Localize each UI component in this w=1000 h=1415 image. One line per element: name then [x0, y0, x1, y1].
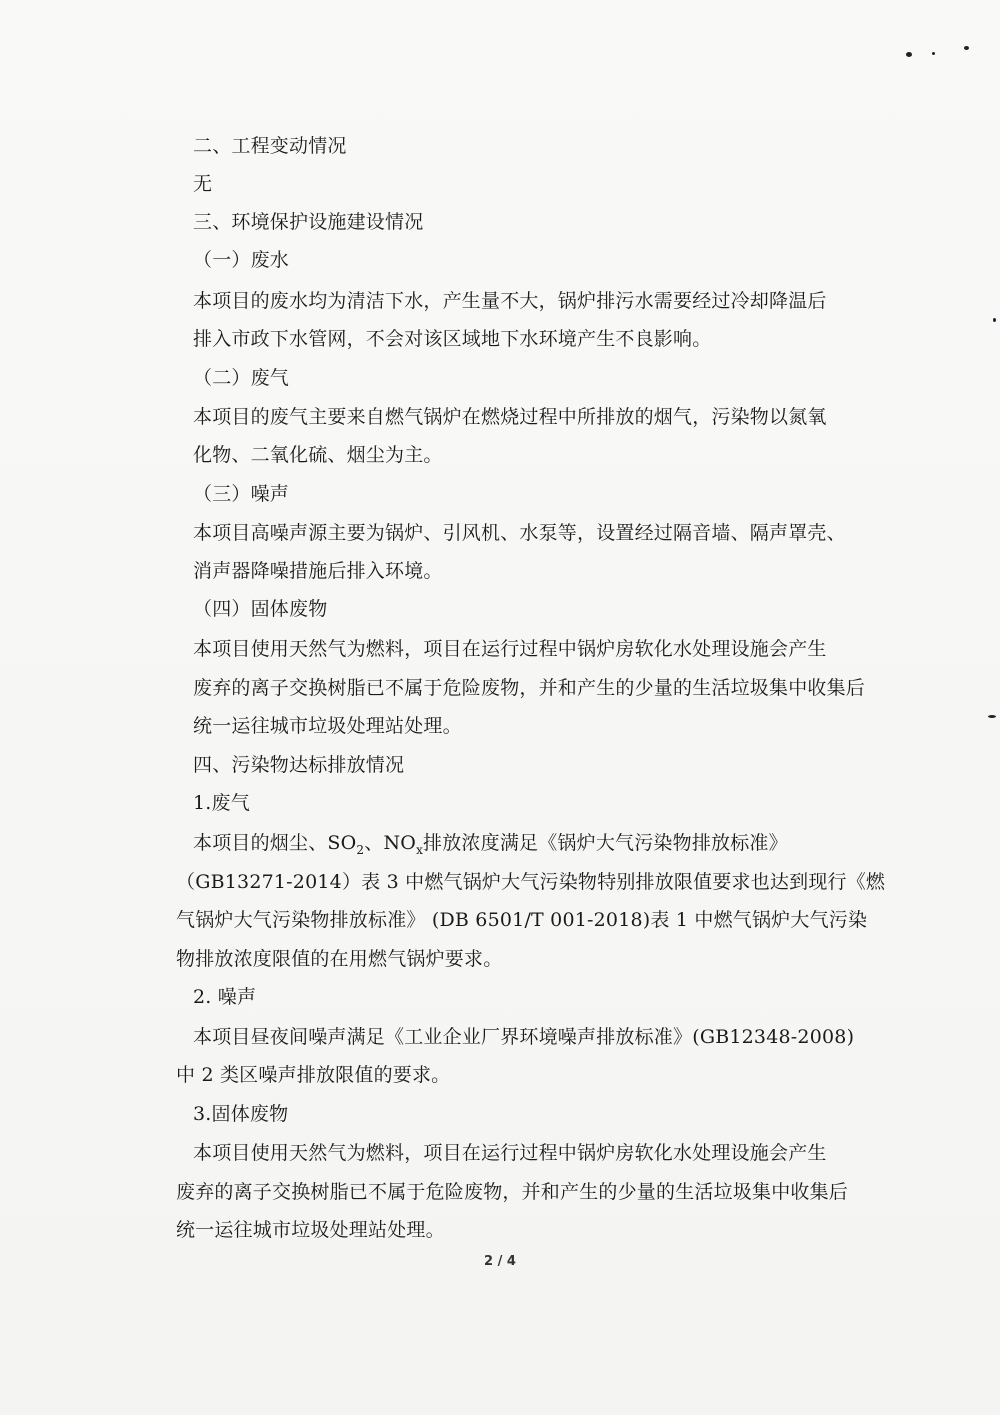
- heading-project-changes: 二、工程变动情况: [193, 135, 347, 157]
- paragraph-wastewater-line2: 排入市政下水管网，不会对该区域地下水环境产生不良影响。: [193, 328, 712, 350]
- subheading-solid-waste: （四）固体废物: [193, 598, 328, 620]
- subheading-1-exhaust: 1.废气: [193, 792, 250, 814]
- subheading-noise: （三）噪声: [193, 483, 290, 505]
- scan-speck: [964, 46, 969, 50]
- paragraph-solid-waste2-line3: 统一运往城市垃圾处理站处理。: [176, 1219, 445, 1241]
- scan-speck: [988, 715, 996, 718]
- heading-pollutant-compliance: 四、污染物达标排放情况: [193, 754, 405, 776]
- scan-speck: [906, 52, 912, 57]
- paragraph-noise-line2: 消声器降噪措施后排入环境。: [193, 560, 443, 582]
- paragraph-solid-waste-line3: 统一运往城市垃圾处理站处理。: [193, 715, 462, 737]
- paragraph-solid-waste-line1: 本项目使用天然气为燃料，项目在运行过程中锅炉房软化水处理设施会产生: [193, 638, 827, 660]
- scan-speck: [932, 52, 935, 55]
- paragraph-solid-waste2-line2: 废弃的离子交换树脂已不属于危险废物，并和产生的少量的生活垃圾集中收集后: [176, 1181, 849, 1203]
- paragraph-exhaust-line2: 化物、二氧化硫、烟尘为主。: [193, 444, 443, 466]
- paragraph-emission-line4: 物排放浓度限值的在用燃气锅炉要求。: [176, 948, 503, 970]
- scan-speck: [993, 318, 996, 322]
- heading-env-protection: 三、环境保护设施建设情况: [193, 211, 424, 233]
- paragraph-emission-line1: [193, 831, 788, 862]
- paragraph-solid-waste2-line1: 本项目使用天然气为燃料，项目在运行过程中锅炉房软化水处理设施会产生: [193, 1142, 827, 1164]
- subheading-2-noise: 2. 噪声: [193, 986, 257, 1008]
- paragraph-emission-line2: （GB13271-2014）表 3 中燃气锅炉大气污染物特别排放限值要求也达到现行《燃: [176, 871, 886, 893]
- paragraph-solid-waste-line2: 废弃的离子交换树脂已不属于危险废物，并和产生的少量的生活垃圾集中收集后: [193, 677, 866, 699]
- emission-prefix: 本项目的烟尘、SO: [193, 832, 357, 854]
- so2-subscript: 2: [356, 842, 365, 857]
- text-none: 无: [193, 173, 213, 195]
- paragraph-noise-std-line1: 本项目昼夜间噪声满足《工业企业厂界环境噪声排放标准》(GB12348-2008): [193, 1026, 855, 1048]
- nox-subscript: x: [416, 842, 424, 857]
- page-number: 2 / 4: [484, 1254, 516, 1269]
- subheading-exhaust-gas: （二）废气: [193, 367, 290, 389]
- paragraph-exhaust-line1: 本项目的废气主要来自燃气锅炉在燃烧过程中所排放的烟气，污染物以氮氧: [193, 406, 827, 428]
- paragraph-wastewater-line1: 本项目的废水均为清洁下水，产生量不大，锅炉排污水需要经过冷却降温后: [193, 290, 827, 312]
- paragraph-emission-line3: 气锅炉大气污染物排放标准》 (DB 6501/T 001-2018)表 1 中燃气锅炉大气污染: [176, 909, 868, 931]
- emission-mid: 、NO: [364, 832, 417, 854]
- subheading-3-solid-waste: 3.固体废物: [193, 1103, 289, 1125]
- paragraph-noise-line1: 本项目高噪声源主要为锅炉、引风机、水泵等，设置经过隔音墙、隔声罩壳、: [193, 522, 846, 544]
- emission-suffix: 排放浓度满足《锅炉大气污染物排放标准》: [423, 832, 788, 854]
- paragraph-noise-std-line2: 中 2 类区噪声排放限值的要求。: [176, 1064, 451, 1086]
- subheading-wastewater: （一）废水: [193, 249, 290, 271]
